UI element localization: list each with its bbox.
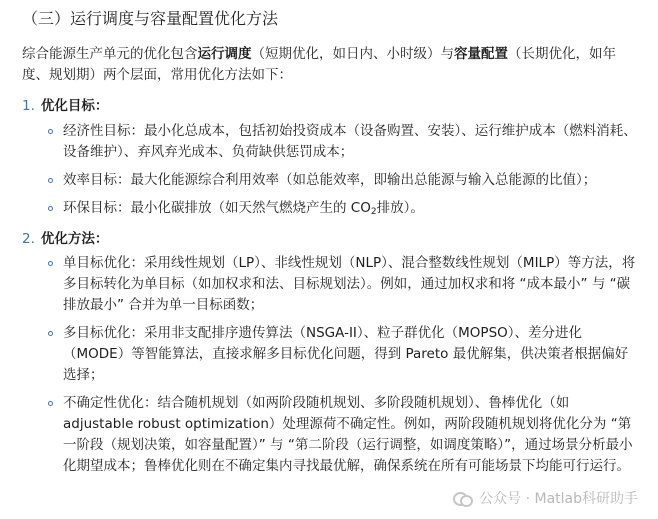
intro-bold-1: 运行调度 <box>197 46 252 62</box>
intro-text-2: （短期优化，如日内、小时级）与 <box>251 46 454 62</box>
intro-paragraph <box>22 44 640 86</box>
bullet-icon <box>48 178 53 183</box>
env-text-pre: 环保目标：最小化碳排放（如天然气燃烧产生的 CO <box>63 200 371 216</box>
list-item-text: 多目标优化：采用非支配排序遗传算法（NSGA-II）、粒子群优化（MOPSO）、差分进化（MODE）等智能算法，直接求解多目标优化问题，得到 Pareto 最优解集，供决策者根据偏好选择； <box>63 325 629 383</box>
wechat-icon <box>453 490 473 506</box>
env-subscript: 2 <box>370 207 377 217</box>
list-item-text: 单目标优化：采用线性规划（LP）、非线性规划（NLP）、混合整数线性规划（MILP）等方法，将多目标转化为单目标（如加权求和法、目标规划法）。例如，通过加权求和将 “成本最小” 与 “碳排放最小” 合并为单一目标函数； <box>63 255 636 313</box>
bullet-icon <box>48 401 53 406</box>
list-item <box>48 323 640 386</box>
section-1-heading <box>22 94 108 114</box>
section-1-number: 1. <box>22 98 35 114</box>
list-item-text <box>63 198 640 223</box>
intro-bold-2: 容量配置 <box>454 46 508 62</box>
intro-text-1: 综合能源生产单元的优化包含 <box>22 46 198 62</box>
bullet-icon <box>48 206 53 211</box>
section-1-title: 优化目标： <box>40 98 109 114</box>
list-item-text: 不确定性优化：结合随机规划（如两阶段随机规划、多阶段随机规划）、鲁棒优化（如 adjustable robust optimization）处理源荷不确定性。例如，两阶段随机规划将优化分为 “第一阶段（规划决策，如容量配置）” 与 “第二阶段（运行调整，如调度策略）”，通过场景分析最小化期望成本；鲁棒优化则在不确定集内寻找最优解，确保系统在所有可能场景下均能可行运行。 <box>63 395 633 474</box>
env-text-post: 排放）。 <box>376 200 424 216</box>
list-item <box>48 198 640 223</box>
section-2-title: 优化方法： <box>40 231 109 247</box>
section-2-heading <box>22 227 108 247</box>
list-item-text: 经济性目标：最小化总成本，包括初始投资成本（设备购置、安装）、运行维护成本（燃料消耗、设备维护）、弃风弃光成本、负荷缺供惩罚成本； <box>63 123 637 160</box>
bullet-icon <box>48 129 53 134</box>
list-item <box>48 121 640 163</box>
watermark-text: 公众号 · Matlab科研助手 <box>479 491 638 507</box>
list-item-text: 效率目标：最大化能源综合利用效率（如总能效率，即输出总能源与输入总能源的比值）； <box>63 172 597 188</box>
watermark <box>453 488 638 508</box>
list-item <box>48 170 640 191</box>
list-item <box>48 393 640 477</box>
bullet-icon <box>48 331 53 336</box>
bullet-icon <box>48 261 53 266</box>
section-2-number: 2. <box>22 231 35 247</box>
intro-text-3: （长期优化，如年度、规划期）两个层面，常用优化方法如下： <box>22 46 616 83</box>
list-item <box>48 253 640 316</box>
section-title: （三）运行调度与容量配置优化方法 <box>22 9 279 28</box>
